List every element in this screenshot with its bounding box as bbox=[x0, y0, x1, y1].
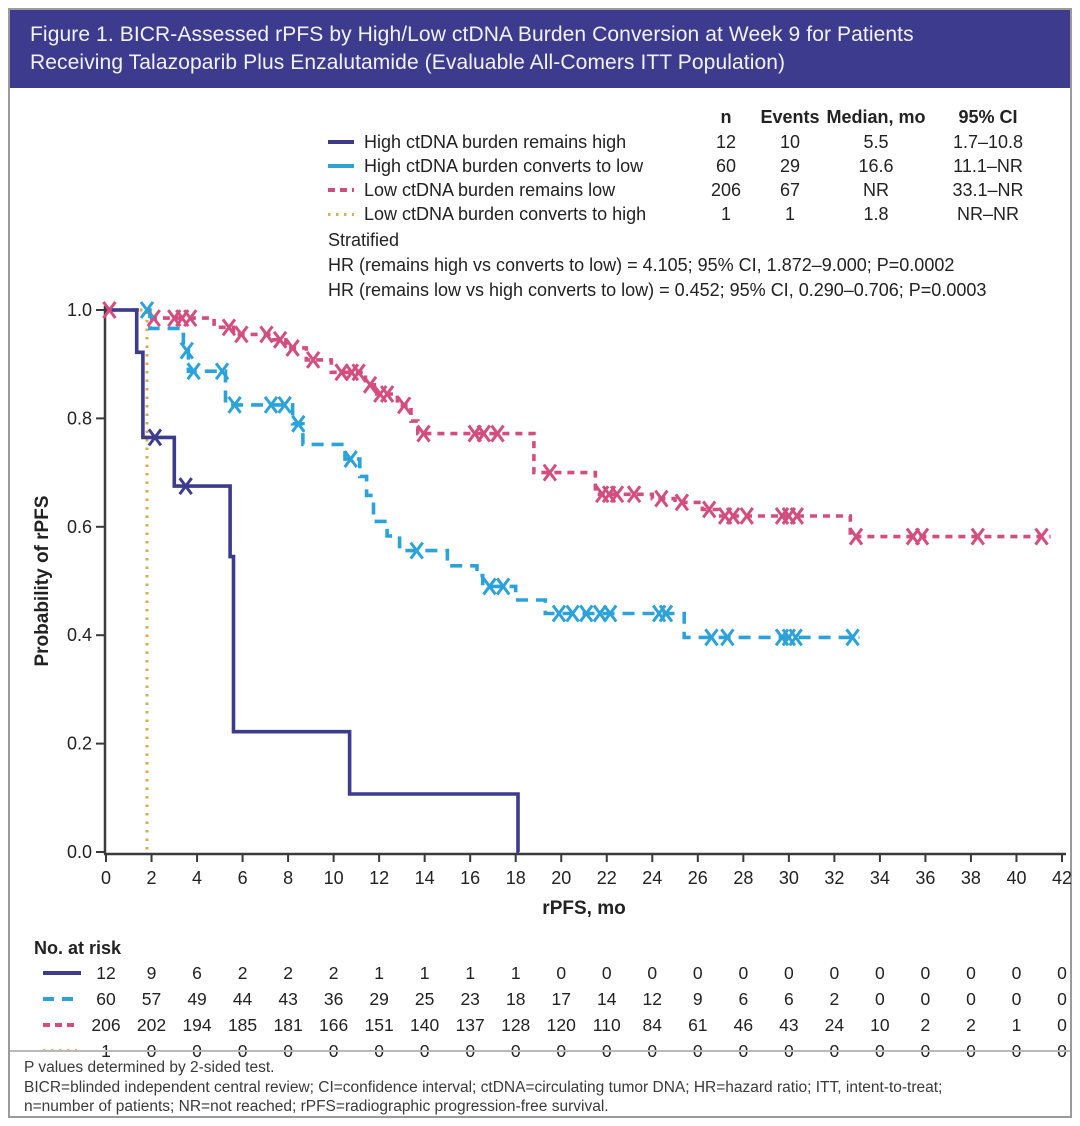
at-risk-value: 120 bbox=[546, 1015, 576, 1035]
at-risk-value: 206 bbox=[91, 1015, 121, 1035]
legend-median: 5.5 bbox=[863, 131, 889, 152]
legend-n: 1 bbox=[720, 203, 731, 224]
at-risk-value: 0 bbox=[1011, 989, 1022, 1009]
legend-events: 10 bbox=[779, 131, 801, 152]
legend-n: 206 bbox=[710, 179, 742, 200]
legend-n: 60 bbox=[715, 155, 737, 176]
at-risk-value: 0 bbox=[783, 1041, 794, 1061]
legend-ci: NR–NR bbox=[956, 203, 1019, 224]
remains-high-key-line bbox=[328, 140, 354, 144]
at-risk-value: 0 bbox=[692, 1041, 703, 1061]
at-risk-label: No. at risk bbox=[34, 938, 122, 958]
x-tick-label: 26 bbox=[687, 868, 708, 888]
at-risk-value: 185 bbox=[227, 1015, 258, 1035]
x-tick-label: 32 bbox=[824, 868, 845, 888]
x-tick-label: 34 bbox=[869, 868, 890, 888]
footnotes bbox=[24, 1058, 1054, 1117]
at-risk-value: 57 bbox=[141, 989, 162, 1009]
at-risk-value: 0 bbox=[966, 1041, 976, 1061]
x-tick-label: 42 bbox=[1051, 868, 1073, 888]
legend-n: 12 bbox=[715, 131, 737, 152]
at-risk-value: 24 bbox=[824, 1015, 845, 1035]
figure-title-line1: Figure 1. BICR-Assessed rPFS by High/Low ctDNA Burden Conversion at Week 9 for Patients bbox=[30, 23, 914, 46]
x-axis-title: rPFS, mo bbox=[542, 898, 626, 919]
legend-row-remains-high bbox=[328, 130, 1064, 154]
at-risk-value: 84 bbox=[642, 1015, 663, 1035]
at-risk-value: 2 bbox=[966, 1015, 976, 1035]
x-tick-label: 18 bbox=[505, 868, 526, 888]
at-risk-value: 0 bbox=[556, 1041, 567, 1061]
at-risk-value: 44 bbox=[232, 989, 253, 1009]
at-risk-value: 2 bbox=[829, 989, 840, 1009]
at-risk-value: 0 bbox=[374, 1041, 384, 1061]
x-tick-label: 4 bbox=[192, 868, 203, 888]
at-risk-value: 0 bbox=[601, 963, 612, 983]
legend-label: Low ctDNA burden remains low bbox=[364, 179, 616, 200]
at-risk-value: 0 bbox=[1057, 1015, 1067, 1035]
at-risk-value: 36 bbox=[323, 989, 344, 1009]
at-risk-value: 110 bbox=[592, 1015, 621, 1035]
at-risk-value: 194 bbox=[182, 1015, 212, 1035]
at-risk-value: 0 bbox=[192, 1041, 202, 1061]
at-risk-value: 14 bbox=[597, 989, 617, 1009]
y-axis-title: Probability of rPFS bbox=[32, 495, 53, 667]
x-tick-label: 0 bbox=[100, 868, 112, 888]
at-risk-value: 1 bbox=[374, 963, 384, 983]
at-risk-value: 17 bbox=[551, 989, 571, 1009]
at-risk-value: 0 bbox=[1057, 989, 1067, 1009]
footnote-pvalue: P values determined by 2-sided test. bbox=[24, 1059, 275, 1076]
at-risk-value: 1 bbox=[465, 963, 476, 983]
at-risk-value: 0 bbox=[875, 989, 885, 1009]
at-risk-value: 181 bbox=[273, 1015, 303, 1035]
at-risk-value: 18 bbox=[505, 989, 526, 1009]
at-risk-value: 12 bbox=[96, 963, 116, 983]
at-risk-row bbox=[10, 960, 1080, 986]
footer-divider bbox=[10, 1050, 1070, 1052]
at-risk-value: 137 bbox=[455, 1015, 485, 1035]
at-risk-value: 0 bbox=[966, 963, 976, 983]
x-tick-label: 40 bbox=[1006, 868, 1027, 888]
at-risk-value: 0 bbox=[920, 989, 931, 1009]
at-risk-value: 23 bbox=[460, 989, 480, 1009]
legend-median: 1.8 bbox=[863, 203, 889, 224]
at-risk-value: 128 bbox=[501, 1015, 531, 1035]
at-risk-value: 140 bbox=[410, 1015, 440, 1035]
legend-table bbox=[328, 104, 1064, 226]
footnote-abbreviations-2: n=number of patients; NR=not reached; rPFS=radiographic progression-free survival. bbox=[24, 1098, 609, 1115]
legend-label: Low ctDNA burden converts to high bbox=[364, 203, 647, 224]
converts-high-key-line bbox=[328, 213, 354, 216]
at-risk-value: 0 bbox=[829, 963, 840, 983]
legend-median: NR bbox=[863, 179, 889, 200]
legend-row-converts-low bbox=[328, 154, 1064, 178]
at-risk-value: 0 bbox=[328, 1041, 339, 1061]
x-tick-label: 28 bbox=[733, 868, 754, 888]
y-tick-label: 1.0 bbox=[66, 300, 92, 320]
at-risk-value: 0 bbox=[510, 1041, 521, 1061]
x-tick-label: 8 bbox=[283, 868, 294, 888]
y-tick-label: 0.4 bbox=[66, 625, 92, 646]
at-risk-key-line bbox=[43, 1023, 77, 1027]
at-risk-value: 0 bbox=[1011, 963, 1022, 983]
at-risk-value: 1 bbox=[419, 963, 430, 983]
legend-row-converts-high bbox=[328, 202, 1064, 226]
y-tick-label: 0.8 bbox=[66, 408, 92, 429]
at-risk-value: 43 bbox=[278, 989, 298, 1009]
figure-title-line2: Receiving Talazoparib Plus Enzalutamide (Evaluable All-Comers ITT Population) bbox=[30, 51, 786, 74]
legend-row-remains-low bbox=[328, 178, 1064, 202]
at-risk-key-line bbox=[43, 971, 81, 975]
at-risk-value: 0 bbox=[875, 1041, 885, 1061]
legend-events: 67 bbox=[779, 179, 801, 200]
at-risk-value: 1 bbox=[510, 963, 521, 983]
at-risk-value: 0 bbox=[1011, 1041, 1022, 1061]
y-tick-label: 0.6 bbox=[66, 516, 92, 537]
at-risk-value: 10 bbox=[870, 1015, 890, 1035]
at-risk-value: 2 bbox=[328, 963, 339, 983]
at-risk-value: 0 bbox=[556, 963, 567, 983]
at-risk-value: 0 bbox=[875, 963, 885, 983]
at-risk-value: 0 bbox=[1057, 1041, 1067, 1061]
at-risk-value: 0 bbox=[601, 1041, 612, 1061]
stratified-label: Stratified bbox=[328, 230, 400, 250]
at-risk-value: 0 bbox=[419, 1041, 430, 1061]
at-risk-value: 0 bbox=[237, 1041, 248, 1061]
at-risk-row bbox=[10, 1012, 1080, 1038]
legend-ci: 1.7–10.8 bbox=[952, 131, 1024, 152]
km-curve bbox=[106, 310, 1051, 537]
x-tick-label: 10 bbox=[323, 868, 344, 888]
at-risk-value: 0 bbox=[1057, 963, 1067, 983]
at-risk-value: 43 bbox=[779, 1015, 799, 1035]
hazard-ratio-line-1: HR (remains high vs converts to low) = 4.105; 95% CI, 1.872–9.000; P=0.0002 bbox=[328, 255, 955, 275]
legend-header-ci: 95% CI bbox=[958, 106, 1018, 127]
legend-header-row bbox=[328, 104, 1064, 130]
at-risk-value: 0 bbox=[465, 1041, 476, 1061]
km-curve bbox=[106, 310, 519, 852]
x-tick-label: 24 bbox=[642, 868, 663, 888]
at-risk-value: 2 bbox=[920, 1015, 931, 1035]
at-risk-value: 0 bbox=[783, 963, 794, 983]
x-tick-label: 30 bbox=[778, 868, 799, 888]
km-curve bbox=[106, 310, 859, 637]
legend-label: High ctDNA burden converts to low bbox=[364, 155, 644, 176]
legend-label: High ctDNA burden remains high bbox=[364, 131, 627, 152]
at-risk-value: 0 bbox=[283, 1041, 293, 1061]
y-tick-label: 0.0 bbox=[66, 842, 92, 862]
at-risk-value: 0 bbox=[920, 1041, 931, 1061]
km-plot-svg bbox=[10, 290, 1080, 930]
at-risk-value: 9 bbox=[146, 963, 157, 983]
legend-events: 29 bbox=[779, 155, 801, 176]
at-risk-value: 6 bbox=[192, 963, 202, 983]
at-risk-value: 0 bbox=[692, 963, 703, 983]
legend-ci: 11.1–NR bbox=[953, 155, 1023, 176]
x-tick-label: 14 bbox=[414, 868, 435, 888]
at-risk-value: 1 bbox=[101, 1041, 111, 1061]
at-risk-value: 29 bbox=[369, 989, 389, 1009]
at-risk-value: 1 bbox=[1011, 1015, 1022, 1035]
at-risk-value: 61 bbox=[688, 1015, 708, 1035]
at-risk-value: 6 bbox=[738, 989, 749, 1009]
at-risk-value: 0 bbox=[146, 1041, 157, 1061]
at-risk-value: 2 bbox=[237, 963, 248, 983]
converts-low-key-line bbox=[328, 164, 354, 168]
at-risk-value: 166 bbox=[319, 1015, 349, 1035]
at-risk-value: 49 bbox=[187, 989, 207, 1009]
at-risk-value: 202 bbox=[136, 1015, 167, 1035]
at-risk-value: 9 bbox=[692, 989, 703, 1009]
legend-header-n: n bbox=[720, 106, 732, 127]
figure-title-bar bbox=[10, 10, 1070, 88]
y-tick-label: 0.2 bbox=[66, 733, 92, 754]
at-risk-value: 2 bbox=[283, 963, 293, 983]
at-risk-key-line bbox=[43, 997, 77, 1001]
at-risk-value: 0 bbox=[738, 1041, 749, 1061]
at-risk-value: 0 bbox=[829, 1041, 840, 1061]
x-tick-label: 20 bbox=[551, 868, 572, 888]
x-tick-label: 16 bbox=[460, 868, 481, 888]
at-risk-value: 0 bbox=[966, 989, 976, 1009]
x-tick-label: 36 bbox=[915, 868, 936, 888]
legend-median: 16.6 bbox=[858, 155, 894, 176]
x-tick-label: 12 bbox=[369, 868, 390, 888]
legend-ci: 33.1–NR bbox=[952, 179, 1024, 200]
legend-header-events: Events bbox=[760, 106, 820, 127]
remains-low-key-line bbox=[328, 188, 354, 192]
at-risk-value: 151 bbox=[364, 1015, 394, 1035]
at-risk-value: 25 bbox=[414, 989, 435, 1009]
at-risk-value: 0 bbox=[920, 963, 931, 983]
at-risk-value: 46 bbox=[733, 1015, 754, 1035]
at-risk-value: 0 bbox=[647, 1041, 658, 1061]
at-risk-value: 0 bbox=[738, 963, 749, 983]
footnote-abbreviations-1: BICR=blinded independent central review; CI=confidence interval; ctDNA=circulating tumor DNA; HR=hazard ratio; ITT, intent-to-treat; bbox=[24, 1078, 943, 1096]
x-tick-label: 2 bbox=[146, 868, 157, 888]
x-tick-label: 6 bbox=[237, 868, 248, 888]
at-risk-value: 12 bbox=[642, 989, 663, 1009]
at-risk-value: 0 bbox=[647, 963, 658, 983]
x-tick-label: 38 bbox=[960, 868, 981, 888]
at-risk-value: 6 bbox=[783, 989, 794, 1009]
hazard-ratio-line-2: HR (remains low vs high converts to low) = 0.452; 95% CI, 0.290–0.706; P=0.0003 bbox=[328, 280, 987, 300]
figure-container bbox=[8, 8, 1072, 1118]
x-tick-label: 22 bbox=[596, 868, 617, 888]
legend-header-median: Median, mo bbox=[826, 106, 926, 127]
at-risk-value: 60 bbox=[96, 989, 116, 1009]
legend-events: 1 bbox=[784, 203, 795, 224]
at-risk-row bbox=[10, 986, 1080, 1012]
